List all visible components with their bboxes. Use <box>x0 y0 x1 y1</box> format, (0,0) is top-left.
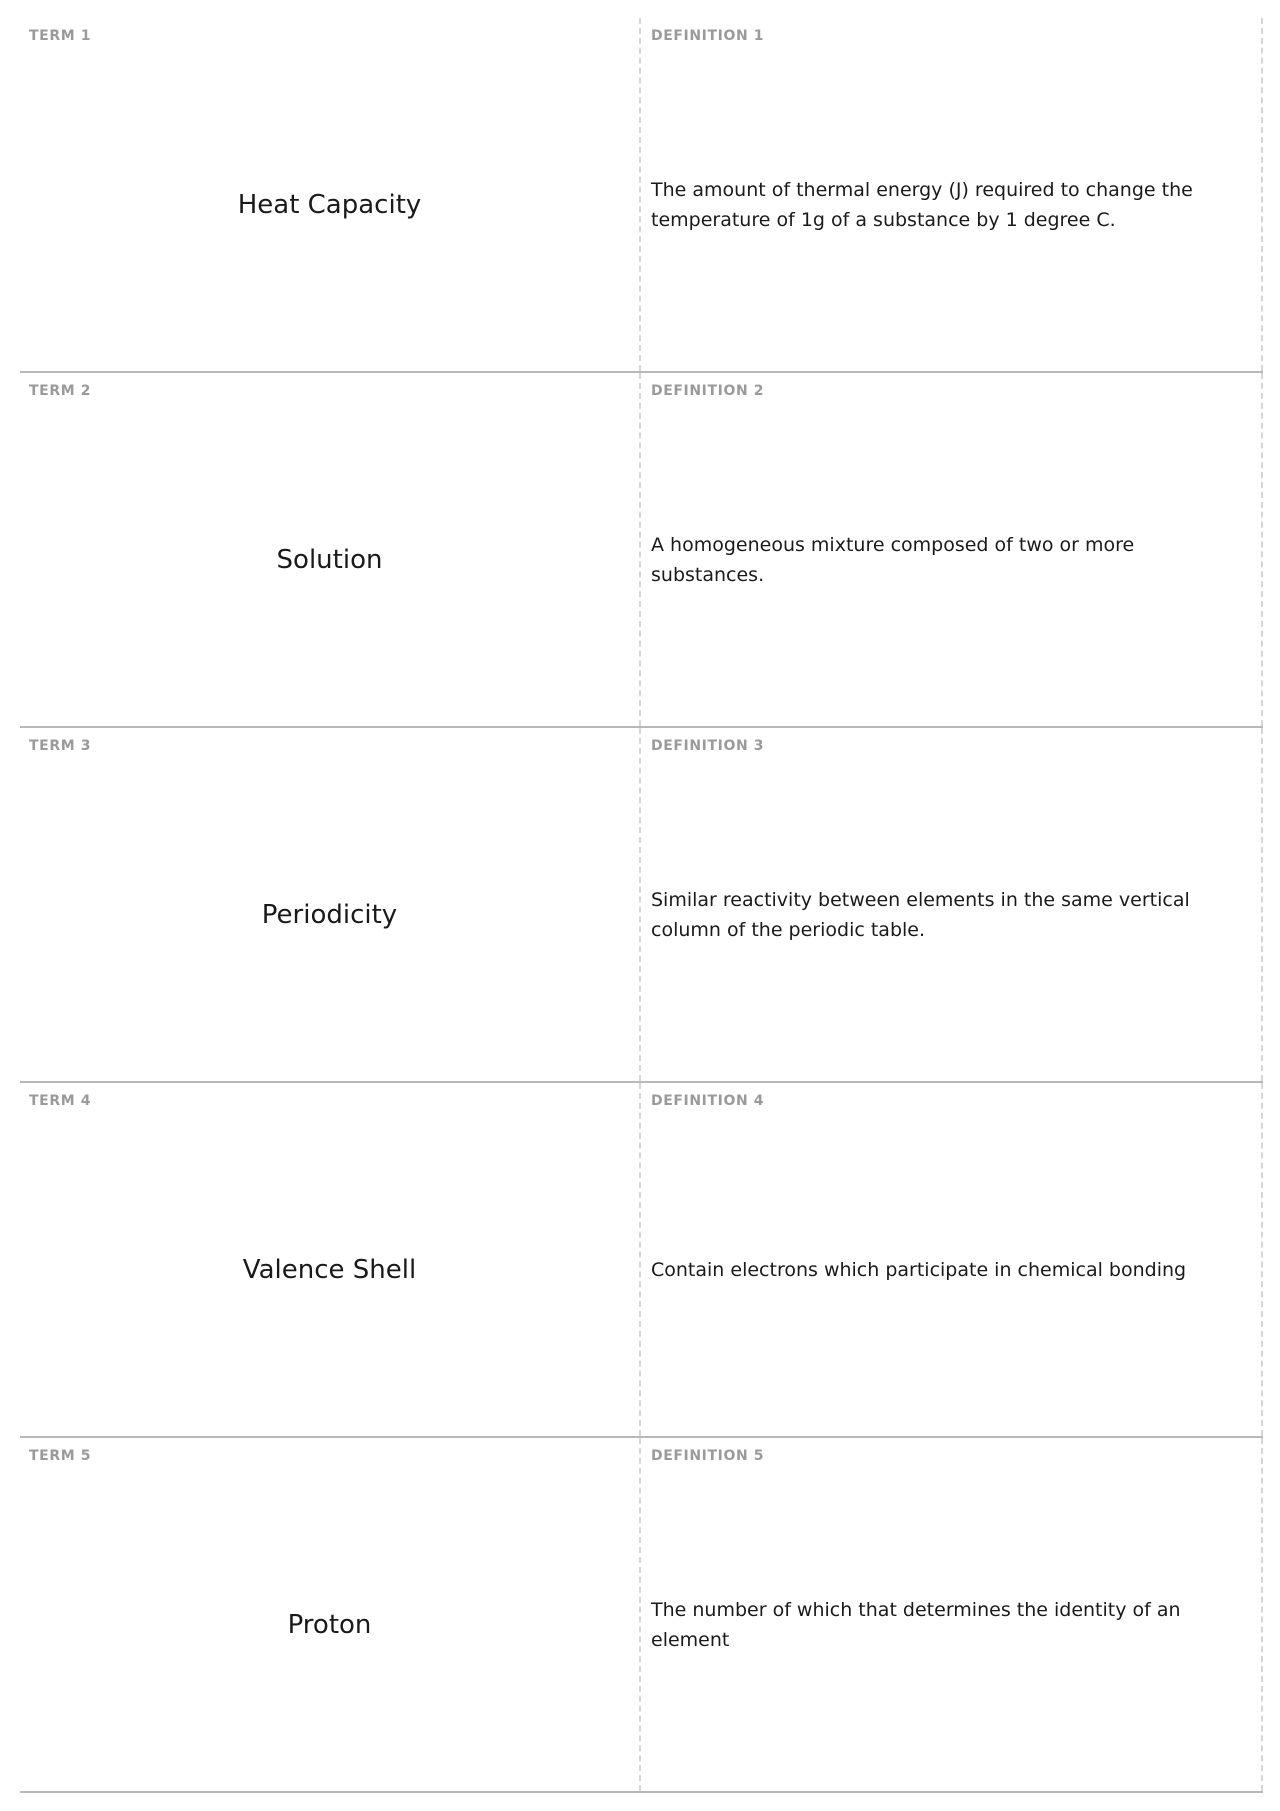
term-label: TERM 3 <box>29 738 92 754</box>
flashcard-row <box>20 1438 1263 1793</box>
term-label: TERM 2 <box>29 383 92 399</box>
term-cell <box>20 728 641 1081</box>
flashcard-sheet <box>20 18 1263 1793</box>
definition-text: The number of which that determines the identity of an element <box>651 1598 1181 1651</box>
term-cell <box>20 373 641 726</box>
definition-cell <box>641 1438 1263 1791</box>
term-cell <box>20 18 641 371</box>
term-text: Heat Capacity <box>237 189 422 220</box>
definition-cell <box>641 18 1263 371</box>
definition-text: A homogeneous mixture composed of two or more substances. <box>651 533 1135 586</box>
definition-label: DEFINITION 2 <box>651 383 765 399</box>
term-label: TERM 5 <box>29 1448 92 1464</box>
definition-label: DEFINITION 4 <box>651 1093 765 1109</box>
term-text: Periodicity <box>261 899 398 930</box>
term-cell <box>20 1083 641 1436</box>
definition-text: Contain electrons which participate in chemical bonding <box>651 1258 1187 1281</box>
term-label: TERM 1 <box>29 28 92 44</box>
definition-cell <box>641 728 1263 1081</box>
definition-label: DEFINITION 3 <box>651 738 765 754</box>
definition-cell <box>641 1083 1263 1436</box>
flashcard-row <box>20 18 1263 373</box>
term-text: Valence Shell <box>242 1254 417 1285</box>
flashcard-row <box>20 373 1263 728</box>
definition-text: Similar reactivity between elements in the same vertical column of the periodic table. <box>651 888 1190 941</box>
term-text: Solution <box>276 544 383 575</box>
definition-text: The amount of thermal energy (J) required to change the temperature of 1g of a substance by 1 degree C. <box>651 178 1193 231</box>
flashcard-row <box>20 1083 1263 1438</box>
term-label: TERM 4 <box>29 1093 92 1109</box>
flashcard-row <box>20 728 1263 1083</box>
term-text: Proton <box>287 1609 372 1640</box>
term-cell <box>20 1438 641 1791</box>
definition-label: DEFINITION 5 <box>651 1448 765 1464</box>
definition-cell <box>641 373 1263 726</box>
definition-label: DEFINITION 1 <box>651 28 765 44</box>
